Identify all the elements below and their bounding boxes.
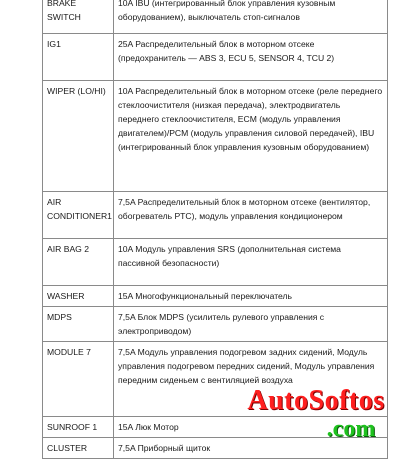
fuse-description-cell: 10A Распределительный блок в моторном отсеке (реле переднего стеклоочистителя (низкая передача), электродвигатель переднего стеклоочистителя, ECM (модуль управления двигателем)/PCM (модуль управления силовой передачей), IBU (интегрированный блок управления кузовным оборудованием) <box>114 81 388 192</box>
table-row <box>43 34 388 81</box>
fuse-name-cell: IG1 <box>43 34 114 81</box>
table-row <box>43 286 388 307</box>
fuse-table <box>42 0 388 459</box>
table-row <box>43 342 388 417</box>
fuse-description-cell: 7,5A Блок MDPS (усилитель рулевого управления с электроприводом) <box>114 307 388 342</box>
table-row <box>43 192 388 239</box>
fuse-name-cell: CLUSTER <box>43 438 114 459</box>
table-row <box>43 438 388 459</box>
fuse-name-cell: SUNROOF 1 <box>43 417 114 438</box>
fuse-description-cell: 10A Модуль управления SRS (дополнительная система пассивной безопасности) <box>114 239 388 286</box>
fuse-name-cell: WIPER (LO/HI) <box>43 81 114 192</box>
fuse-description-cell: 7,5A Модуль управления подогревом задних сидений, Модуль управления подогревом передних сидений, Модуль управления передним сиденьем с вентиляцией воздуха <box>114 342 388 417</box>
fuse-description-cell: 10A IBU (интегрированный блок управления кузовным оборудованием), выключатель стоп-сигналов <box>114 0 388 34</box>
table-row <box>43 0 388 34</box>
fuse-name-cell: BRAKE SWITCH <box>43 0 114 34</box>
watermark-brand: AutoSoftos <box>247 385 385 416</box>
fuse-description-cell: 15A Многофункциональный переключатель <box>114 286 388 307</box>
fuse-name-cell: AIR BAG 2 <box>43 239 114 286</box>
fuse-name-cell: WASHER <box>43 286 114 307</box>
table-row <box>43 239 388 286</box>
fuse-description-cell: 15A Люк Мотор <box>114 417 388 438</box>
watermark-domain: .com <box>326 416 376 442</box>
fuse-name-cell: MDPS <box>43 307 114 342</box>
table-row <box>43 81 388 192</box>
fuse-name-cell: MODULE 7 <box>43 342 114 417</box>
fuse-description-cell: 7,5A Распределительный блок в моторном отсеке (вентилятор, обогреватель PTC), модуль управления кондиционером <box>114 192 388 239</box>
table-row <box>43 417 388 438</box>
fuse-name-cell: AIR CONDITIONER1 <box>43 192 114 239</box>
fuse-description-cell: 7,5A Приборный щиток <box>114 438 388 459</box>
fuse-description-cell: 25A Распределительный блок в моторном отсеке (предохранитель — ABS 3, ECU 5, SENSOR 4, TCU 2) <box>114 34 388 81</box>
table-row <box>43 307 388 342</box>
